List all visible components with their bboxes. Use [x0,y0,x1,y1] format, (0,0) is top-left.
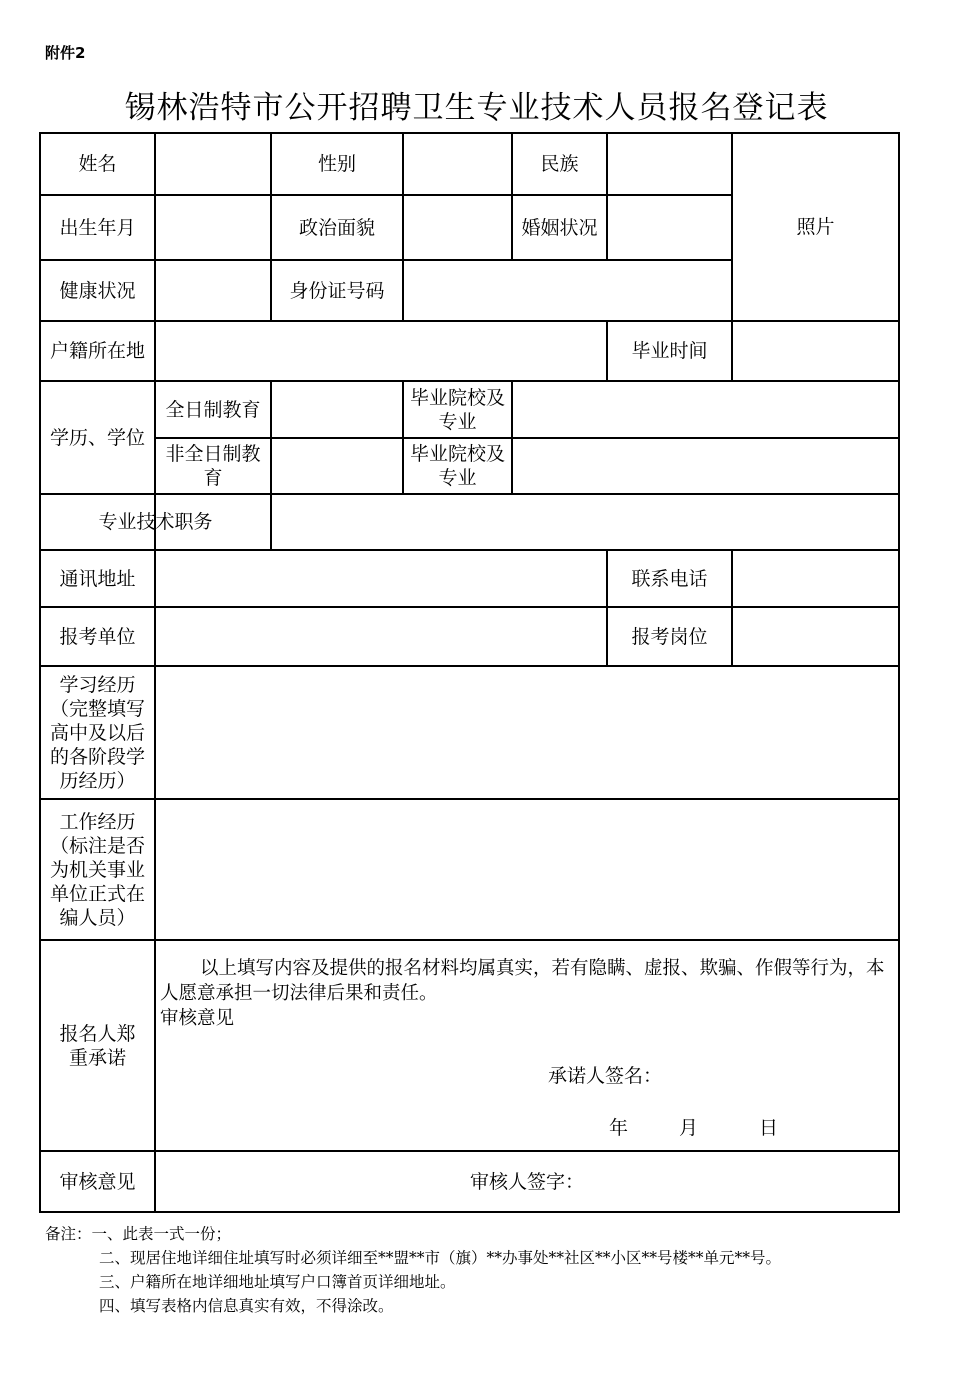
label-id-number: 身份证号码 [289,279,385,302]
promise-text: 以上填写内容及提供的报名材料均属真实，若有隐瞒、虚报、欺骗、作假等行为，本人愿意承担一切法律后果和责任。 [160,958,885,1004]
label-fulltime: 全日制教育 [165,398,261,421]
reviewer-label: 审核人签字： [469,1170,584,1193]
date-year: 年 [609,1117,629,1139]
label-education: 学历、学位 [49,426,145,449]
note-2: 二、现居住地详细住址填写时必须详细至**盟**市（旗）**办事处**社区**小区**号楼**单元**号。 [99,1249,782,1267]
notes [45,1222,781,1318]
promise-review-label: 审核意见 [160,1008,235,1029]
label-unit: 报考单位 [59,625,136,648]
note-1: 备注：一、此表一式一份； [45,1225,232,1243]
label-name: 姓名 [78,153,117,175]
label-study: 学习经历（完整填写高中及以后的各阶段学历经历） [49,673,145,792]
label-parttime: 非全日制教育 [165,443,261,489]
label-birth: 出生年月 [59,216,136,239]
label-grad-time: 毕业时间 [631,340,708,362]
label-work: 工作经历（标注是否为机关事业单位正式在编人员） [49,810,145,929]
label-ethnicity: 民族 [540,153,579,175]
label-school-major-2: 毕业院校及专业 [409,443,505,489]
form-title: 锡林浩特市公开招聘卫生专业技术人员报名登记表 [124,90,829,126]
label-marital: 婚姻状况 [521,216,598,239]
attachment-label: 附件2 [45,44,86,62]
date-day: 日 [759,1117,779,1139]
label-household: 户籍所在地 [49,340,145,362]
note-4: 四、填写表格内信息真实有效，不得涂改。 [99,1297,394,1315]
promise-section [160,956,888,1031]
label-title-position: 专业技术职务 [98,511,213,533]
label-gender: 性别 [317,153,356,175]
signer-label: 承诺人签名： [548,1065,663,1087]
label-health: 健康状况 [59,279,136,302]
label-promise: 报名人郑重承诺 [59,1022,136,1069]
label-review: 审核意见 [59,1170,136,1193]
date-month: 月 [679,1117,699,1139]
label-photo: 照片 [796,216,835,238]
label-school-major-1: 毕业院校及专业 [409,386,505,433]
note-3: 三、户籍所在地详细地址填写户口簿首页详细地址。 [99,1273,456,1291]
label-address: 通讯地址 [59,567,136,590]
label-post: 报考岗位 [631,625,708,648]
label-political: 政治面貌 [298,216,375,239]
label-phone: 联系电话 [631,567,708,590]
